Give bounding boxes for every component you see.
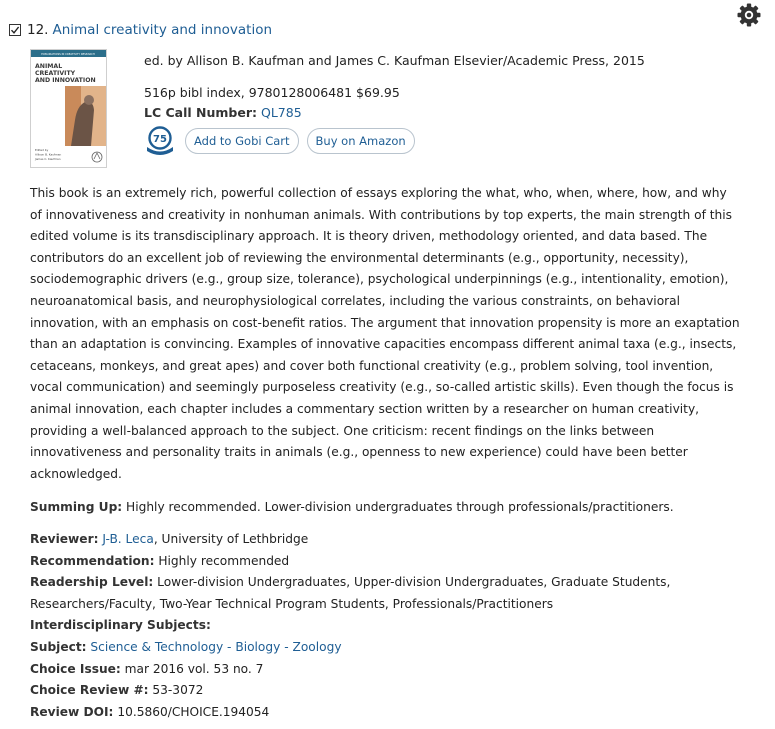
- choice-issue-row: [30, 659, 742, 681]
- select-checkbox[interactable]: [9, 24, 21, 36]
- interdisciplinary-row: [30, 615, 742, 637]
- recommendation-row: [30, 551, 742, 573]
- review-doi-label: Review DOI:: [30, 704, 114, 719]
- recommendation-value: Highly recommended: [158, 553, 290, 568]
- book-cover[interactable]: [30, 49, 107, 168]
- subject-separator: -: [223, 639, 236, 654]
- anniversary-75-badge-icon: [144, 125, 176, 157]
- cover-title-line-1: ANIMAL: [35, 63, 63, 70]
- subject-separator: -: [280, 639, 293, 654]
- settings-gear-icon[interactable]: [736, 2, 762, 28]
- subject-link-science-technology[interactable]: Science & Technology: [90, 639, 224, 654]
- review-doi-value: 10.5860/CHOICE.194054: [117, 704, 270, 719]
- checkmark-icon: [10, 25, 20, 35]
- buy-on-amazon-button[interactable]: Buy on Amazon: [307, 128, 415, 154]
- recommendation-label: Recommendation:: [30, 553, 155, 568]
- review-doi-row: [30, 702, 742, 724]
- entry-title-row: [9, 20, 272, 40]
- cover-title-line-3: AND INNOVATION: [35, 77, 96, 84]
- choice-review-number-row: [30, 680, 742, 702]
- cover-editor-1: Allison B. Kaufman: [35, 152, 62, 157]
- pages-isbn-price: 516p bibl index, 9780128006481 $69.95: [144, 85, 400, 100]
- subject-link-zoology[interactable]: Zoology: [292, 639, 342, 654]
- add-to-gobi-cart-button[interactable]: Add to Gobi Cart: [185, 128, 299, 154]
- review-text: This book is an extremely rich, powerful collection of essays exploring the what, who, when, where, how, and why of innovativeness and creativity in nonhuman animals. With contributions by top experts, the main strength of this edited volume is its transdisciplinary approach. It is theory driven, methodology oriented, and data based. The contributors do an excellent job of reviewing the environmental determinants (e.g., opportunity, necessity), sociodemographic drivers (e.g., group size, tolerance), psychological underpinnings (e.g., intentionality, emotion), neuroanatomical basis, and neurophysiological correlates, including the various constraints, on behavioral innovation, with an emphasis on cost-benefit ratios. The argument that innovation propensity is more an exaptation than an adaptation is convincing. Examples of innovative capacities encompass different animal taxa (e.g., insects, cetaceans, monkeys, and great apes) and cover both functional creativity (e.g., problem solving, tool invention, vocal communication) and seemingly purposeless creativity (e.g., so-called artistic skills). Even though the focus is animal innovation, each chapter includes a commentary section written by a researcher on human creativity, providing a well-balanced approach to the subject. One criticism: recent findings on the links between innovativeness and personality traits in animals (e.g., openness to new experience) could have been better acknowledged.: [30, 186, 740, 481]
- reviewer-link[interactable]: J-B. Leca: [102, 532, 154, 546]
- choice-issue-label: Choice Issue:: [30, 661, 121, 676]
- bibliographic-info: [144, 50, 744, 123]
- lc-call-number-label: LC Call Number:: [144, 105, 257, 120]
- badge-number: 75: [153, 134, 167, 145]
- choice-issue-value: mar 2016 vol. 53 no. 7: [124, 661, 264, 676]
- subject-row: [30, 637, 742, 659]
- editors-publisher: ed. by Allison B. Kaufman and James C. Kaufman Elsevier/Academic Press, 2015: [144, 53, 645, 68]
- choice-review-number-value: 53-3072: [152, 683, 204, 698]
- subject-label: Subject:: [30, 639, 87, 654]
- entry-title-link[interactable]: Animal creativity and innovation: [52, 22, 273, 38]
- readership-value: Lower-division Undergraduates, Upper-division Undergraduates, Graduate Students, Researchers/Faculty, Two-Year Technical Program Students, Professionals/Practitioners: [30, 575, 671, 611]
- lc-call-number: [144, 102, 744, 123]
- readership-row: [30, 572, 742, 615]
- cover-edited-by: Edited by: [35, 148, 49, 152]
- interdisciplinary-label: Interdisciplinary Subjects:: [30, 618, 211, 633]
- action-bar: [144, 125, 423, 157]
- entry-number: 12.: [27, 22, 49, 38]
- cover-editor-2: James C. Kaufman: [35, 157, 61, 161]
- choice-review-number-label: Choice Review #:: [30, 683, 149, 698]
- reviewer-row: [30, 529, 742, 551]
- summing-up: [30, 497, 674, 518]
- reviewer-label: Reviewer:: [30, 532, 99, 546]
- reviewer-affiliation: , University of Lethbridge: [153, 532, 309, 546]
- review-details: [30, 529, 742, 723]
- subject-link-biology[interactable]: Biology: [235, 639, 281, 654]
- cover-title-line-2: CREATIVITY: [35, 70, 76, 77]
- summing-up-label: Summing Up:: [30, 500, 123, 514]
- summing-up-text: Highly recommended. Lower-division undergraduates through professionals/practitioners.: [126, 500, 674, 514]
- cover-series-band: EXPLORATIONS IN CREATIVITY RESEARCH: [41, 53, 95, 56]
- lc-call-number-link[interactable]: QL785: [260, 105, 302, 120]
- readership-label: Readership Level:: [30, 575, 154, 590]
